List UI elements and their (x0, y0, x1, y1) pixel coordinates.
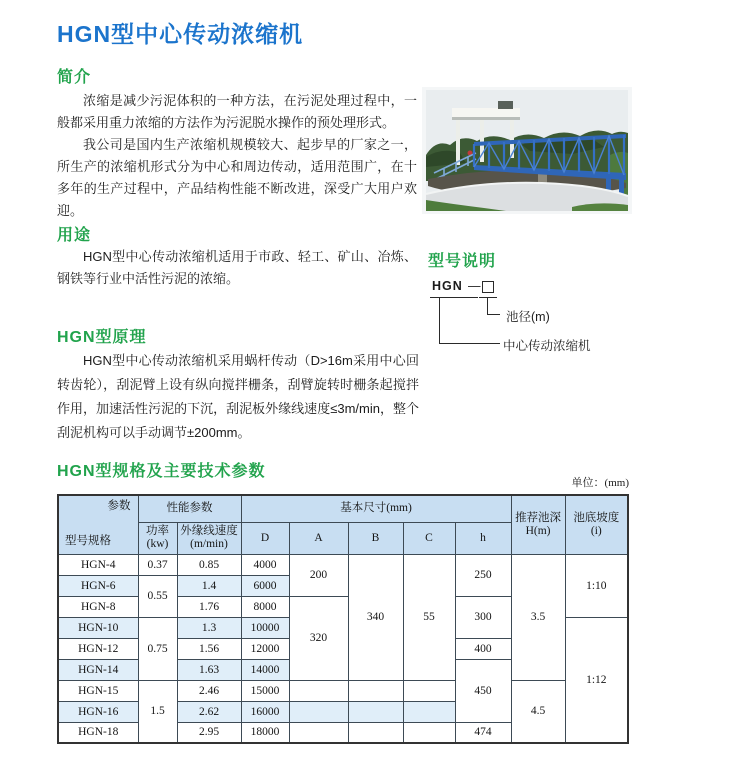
power-unit: (kw) (146, 538, 169, 550)
table-cell: 300 (455, 596, 511, 638)
table-cell: HGN-8 (58, 596, 138, 617)
table-cell-empty (289, 722, 348, 743)
table-cell: 10000 (241, 617, 289, 638)
table-cell: 12000 (241, 638, 289, 659)
table-cell: 55 (403, 554, 455, 680)
model-placeholder-box (482, 281, 494, 293)
table-cell: 340 (348, 554, 403, 680)
table-cell: 450 (455, 659, 511, 722)
table-cell: 14000 (241, 659, 289, 680)
table-cell: 400 (455, 638, 511, 659)
header-cell-B: B (348, 522, 403, 554)
diagonal-label-bottom: 型号规格 (65, 534, 111, 547)
intro-paragraph-1: 浓缩是减少污泥体积的一种方法，在污泥处理过程中，一般都采用重力浓缩的方法作为污泥脱水操作的预处理形式。 (57, 93, 417, 130)
table-cell: HGN-4 (58, 554, 138, 575)
table-cell: 2.62 (177, 701, 241, 722)
table-cell: 2.95 (177, 722, 241, 743)
depth-label: 推荐池深 (515, 511, 562, 524)
table-cell: 3.5 (511, 554, 565, 680)
usage-heading: 用途 (57, 227, 92, 244)
table-cell: 1.5 (138, 680, 177, 743)
usage-paragraph-1: HGN型中心传动浓缩机适用于市政、轻工、矿山、冶炼、钢铁等行业中活性污泥的浓缩。 (57, 249, 417, 286)
table-cell: 320 (289, 596, 348, 680)
speed-unit: (m/min) (190, 538, 228, 550)
table-cell: 4.5 (511, 680, 565, 743)
header-cell-performance-group: 性能参数 (138, 495, 241, 522)
table-cell-empty (348, 701, 403, 722)
table-cell-empty (403, 701, 455, 722)
principle-paragraph (57, 349, 419, 445)
table-cell: HGN-6 (58, 575, 138, 596)
table-cell: 1.4 (177, 575, 241, 596)
table-cell: 0.55 (138, 575, 177, 617)
table-cell: 16000 (241, 701, 289, 722)
page-title: HGN型中心传动浓缩机 (57, 21, 304, 47)
model-code: HGN (432, 279, 463, 293)
intro-paragraph-2: 我公司是国内生产浓缩机规模较大、起步早的厂家之一，所生产的浓缩机形式分为中心和周边传动，适用范围广，在十多年的生产过程中，产品结构性能不断改进，深受广大用户欢迎。 (57, 137, 417, 218)
table-cell: HGN-14 (58, 659, 138, 680)
header-cell-power (138, 522, 177, 554)
specs-heading: HGN型规格及主要技术参数 (57, 463, 266, 480)
spec-table (57, 494, 629, 744)
model-designation-diagram (430, 279, 645, 359)
table-cell: 4000 (241, 554, 289, 575)
table-cell: 0.37 (138, 554, 177, 575)
depth-unit: H(m) (525, 524, 551, 537)
principle-heading: HGN型原理 (57, 329, 147, 346)
power-label: 功率 (146, 525, 169, 537)
table-cell: 18000 (241, 722, 289, 743)
model-dash: — (468, 279, 481, 293)
table-cell: 474 (455, 722, 511, 743)
table-cell-empty (289, 701, 348, 722)
table-cell: HGN-15 (58, 680, 138, 701)
underline-code (430, 297, 478, 298)
table-cell: HGN-18 (58, 722, 138, 743)
leader-line-box-horizontal (487, 314, 500, 315)
header-cell-dimensions-group: 基本尺寸(mm) (241, 495, 511, 522)
header-cell-D: D (241, 522, 289, 554)
slope-label: 池底坡度 (573, 511, 620, 524)
leader-line-code-horizontal (439, 343, 500, 344)
table-cell: 1.56 (177, 638, 241, 659)
header-cell-h: h (455, 522, 511, 554)
header-cell-C: C (403, 522, 455, 554)
table-cell: HGN-12 (58, 638, 138, 659)
usage-paragraph (57, 246, 417, 290)
header-cell-diagonal (58, 495, 138, 554)
table-cell-empty (289, 680, 348, 701)
table-cell: 1.3 (177, 617, 241, 638)
model-legend-heading: 型号说明 (428, 253, 497, 270)
table-cell-empty (403, 722, 455, 743)
table-cell: HGN-10 (58, 617, 138, 638)
table-cell: 6000 (241, 575, 289, 596)
speed-label: 外缘线速度 (180, 525, 238, 537)
table-cell: 1:10 (565, 554, 628, 617)
underline-box (479, 297, 497, 298)
table-cell: 0.85 (177, 554, 241, 575)
header-cell-speed (177, 522, 241, 554)
table-cell: 15000 (241, 680, 289, 701)
diagonal-label-top: 参数 (107, 500, 131, 512)
table-row (58, 680, 628, 701)
table-cell: HGN-16 (58, 701, 138, 722)
leader-line-box-vertical (487, 298, 488, 314)
slope-unit: (i) (590, 524, 602, 537)
table-cell: 200 (289, 554, 348, 596)
table-cell: 1:12 (565, 617, 628, 743)
box-meaning-label: 池径(m) (506, 310, 550, 324)
table-cell: 0.75 (138, 617, 177, 680)
code-meaning-label: 中心传动浓缩机 (503, 339, 591, 353)
facility-photo (422, 87, 632, 214)
table-cell-empty (348, 680, 403, 701)
header-cell-slope (565, 495, 628, 554)
table-cell: 8000 (241, 596, 289, 617)
table-cell: 250 (455, 554, 511, 596)
table-cell-empty (348, 722, 403, 743)
intro-paragraphs (57, 90, 417, 222)
table-cell: 1.76 (177, 596, 241, 617)
leader-line-code-vertical (439, 298, 440, 344)
intro-heading: 简介 (57, 69, 92, 86)
unit-note: 单位：(mm) (571, 477, 629, 489)
table-cell-empty (403, 680, 455, 701)
principle-paragraph-1: HGN型中心传动浓缩机采用蜗杆传动（D>16m采用中心回转齿轮），刮泥臂上设有纵向搅拌栅条，刮臂旋转时栅条起搅拌作用，加速活性污泥的下沉，刮泥板外缘线速度≤3m/min，整个刮泥机构可以手动调节±200mm。 (57, 353, 419, 440)
header-cell-A: A (289, 522, 348, 554)
table-cell: 2.46 (177, 680, 241, 701)
table-cell: 1.63 (177, 659, 241, 680)
header-cell-depth (511, 495, 565, 554)
table-row (58, 554, 628, 575)
